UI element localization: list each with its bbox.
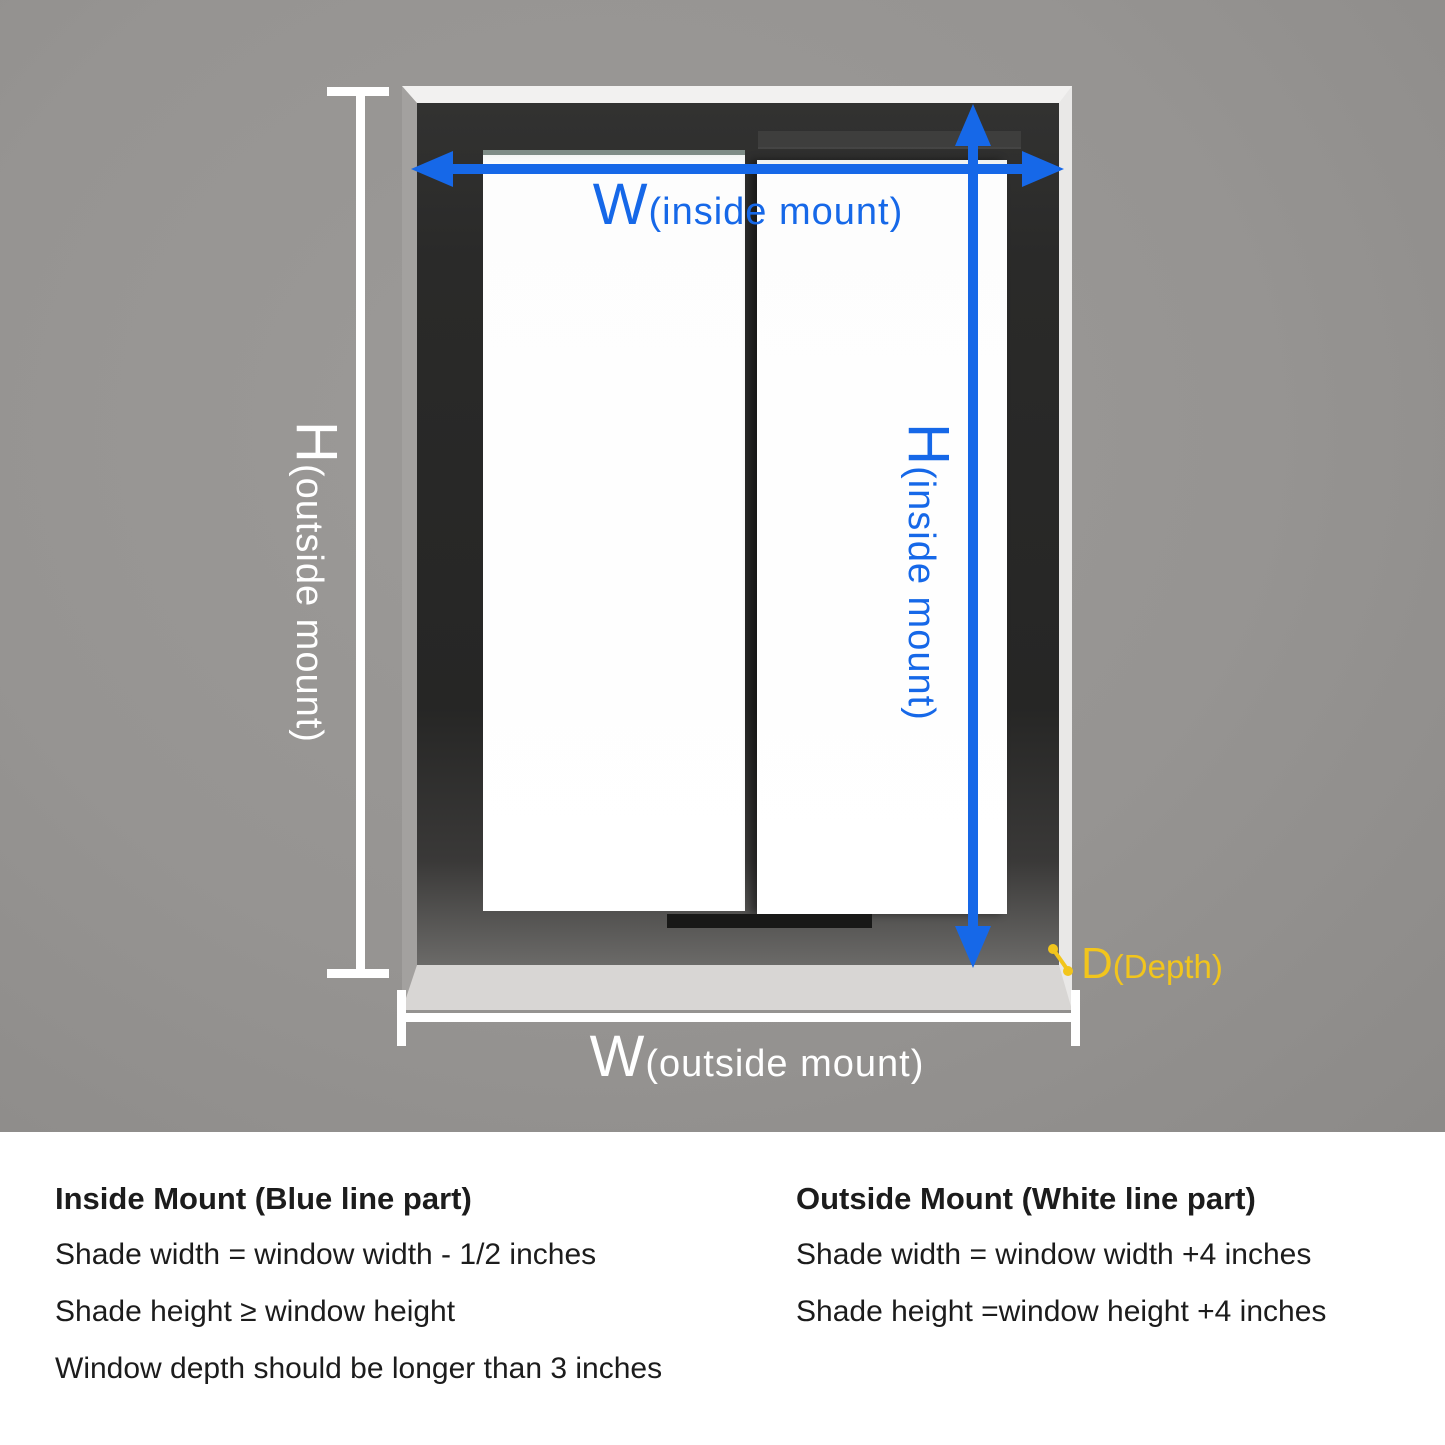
depth-label — [1081, 939, 1223, 988]
inside-height-label — [896, 423, 961, 721]
inside-height-arrowhead-top — [955, 104, 991, 146]
outside-width-line — [397, 1013, 1080, 1022]
outside-height-letter: H — [284, 421, 349, 464]
outside-mount-heading: Outside Mount (White line part) — [796, 1181, 1256, 1216]
sliding-track-bottom — [667, 914, 872, 928]
inside-width-arrowhead-left — [411, 151, 453, 187]
inside-height-suffix: (inside mount) — [900, 466, 942, 721]
outside-mount-instructions — [796, 1182, 1326, 1352]
outside-width-cap-left — [397, 990, 406, 1046]
inside-height-arrowhead-bottom — [955, 926, 991, 968]
outside-width-letter: W — [589, 1024, 646, 1089]
inside-width-arrowhead-right — [1022, 151, 1064, 187]
inside-rule-width: Shade width = window width - 1/2 inches — [55, 1238, 597, 1272]
outside-height-cap-bottom — [327, 969, 389, 978]
inside-width-suffix: (inside mount) — [648, 191, 904, 233]
depth-dot-outer — [1063, 966, 1073, 976]
inside-mount-instructions — [55, 1182, 662, 1409]
outside-height-cap-top — [327, 87, 389, 96]
inside-width-letter: W — [592, 172, 649, 237]
instructions-panel — [0, 1132, 1445, 1445]
outside-height-line — [356, 87, 365, 978]
outside-rule-height: Shade height =window height +4 inches — [796, 1295, 1327, 1329]
outside-width-label — [589, 1024, 925, 1089]
inside-rule-depth: Window depth should be longer than 3 inches — [55, 1352, 663, 1386]
outside-width-suffix: (outside mount) — [645, 1043, 925, 1085]
outside-width-cap-right — [1071, 990, 1080, 1046]
inside-height-letter: H — [896, 423, 961, 467]
outside-height-suffix: (outside mount) — [288, 463, 330, 743]
inside-rule-height: Shade height ≥ window height — [55, 1295, 456, 1329]
inside-mount-heading: Inside Mount (Blue line part) — [55, 1181, 472, 1216]
inside-width-label — [592, 172, 904, 237]
inside-width-arrow-shaft — [450, 164, 1024, 174]
depth-dot-inner — [1048, 944, 1058, 954]
depth-suffix: (Depth) — [1112, 948, 1223, 985]
inside-height-arrow-shaft — [968, 145, 978, 928]
glass-pane-left — [483, 150, 745, 911]
outside-height-label — [284, 421, 349, 743]
depth-letter: D — [1081, 939, 1113, 988]
outside-rule-width: Shade width = window width +4 inches — [796, 1238, 1312, 1272]
